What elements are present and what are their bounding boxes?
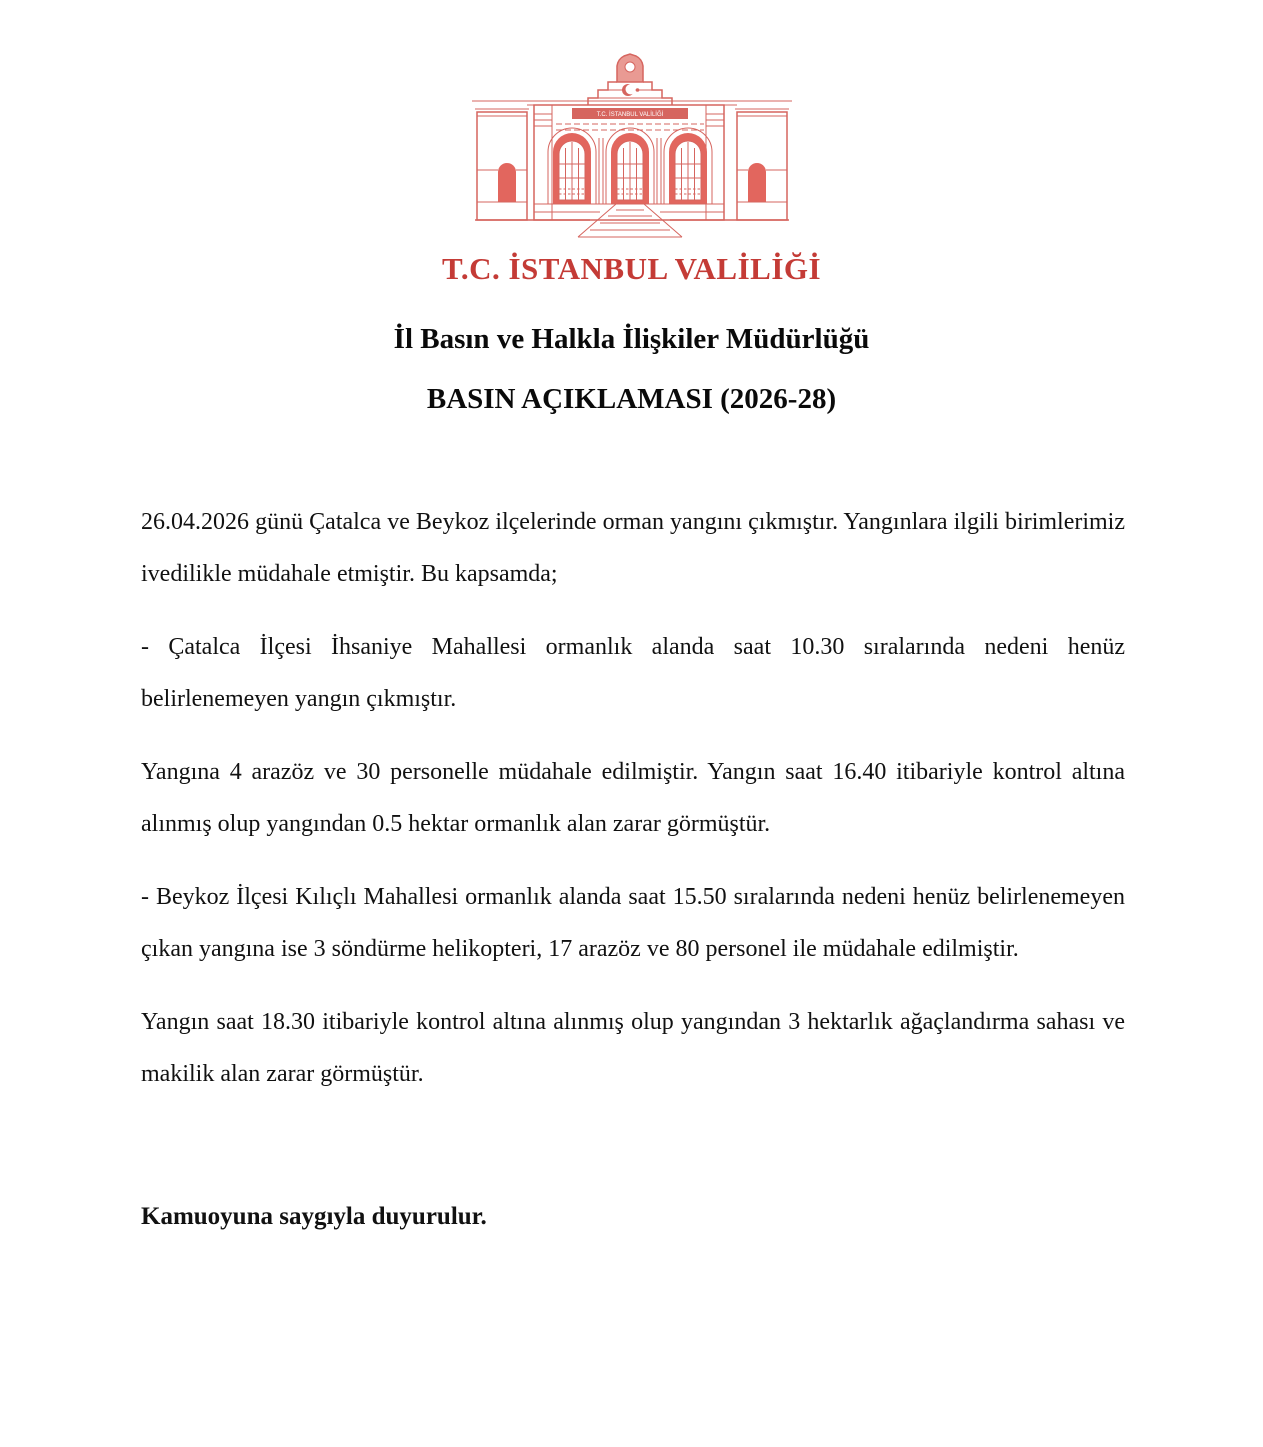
logo-banner-text: T.C. İSTANBUL VALİLİĞİ (596, 112, 663, 118)
left-wing (475, 109, 529, 220)
document-body (141, 496, 1125, 1243)
government-building-icon (472, 52, 792, 242)
paragraph-intro: 26.04.2026 günü Çatalca ve Beykoz ilçelerinde orman yangını çıkmıştır. Yangınlara ilgili birimlerimiz ivedilikle müdahale etmiştir. Bu kapsamda; (141, 509, 1125, 587)
closing-line: Kamuoyuna saygıyla duyurulur. (141, 1203, 487, 1230)
paragraph-beykoz-response: Yangın saat 18.30 itibariyle kontrol altına alınmış olup yangından 3 hektarlık ağaçlandırma sahası ve makilik alan zarar görmüştür. (141, 1009, 1125, 1087)
crescent-star-icon (622, 84, 639, 96)
arched-windows (548, 128, 712, 204)
paragraph-beykoz-fire: - Beykoz İlçesi Kılıçlı Mahallesi ormanlık alanda saat 15.50 sıralarında nedeni henüz belirlenemeyen çıkan yangına ise 3 söndürme helikopteri, 17 arazöz ve 80 personel ile müdahale edilmiştir. (141, 884, 1125, 962)
paragraph-catalca-fire: - Çatalca İlçesi İhsaniye Mahallesi ormanlık alanda saat 10.30 sıralarında nedeni henüz belirlenemeyen yangın çıkmıştır. (141, 634, 1125, 712)
page-subtitle: BASIN AÇIKLAMASI (2026-28) (426, 383, 837, 415)
logo-caption: T.C. İSTANBUL VALİLİĞİ (441, 251, 822, 286)
tc-istanbul-valiligi-logo (0, 0, 1263, 287)
paragraph-catalca-response: Yangına 4 arazöz ve 30 personelle müdahale edilmiştir. Yangın saat 16.40 itibariyle kontrol altına alınmış olup yangından 0.5 hektar ormanlık alan zarar görmüştür. (141, 759, 1125, 837)
right-wing (735, 109, 789, 220)
page-title: İl Basın ve Halkla İlişkiler Müdürlüğü (393, 323, 870, 355)
